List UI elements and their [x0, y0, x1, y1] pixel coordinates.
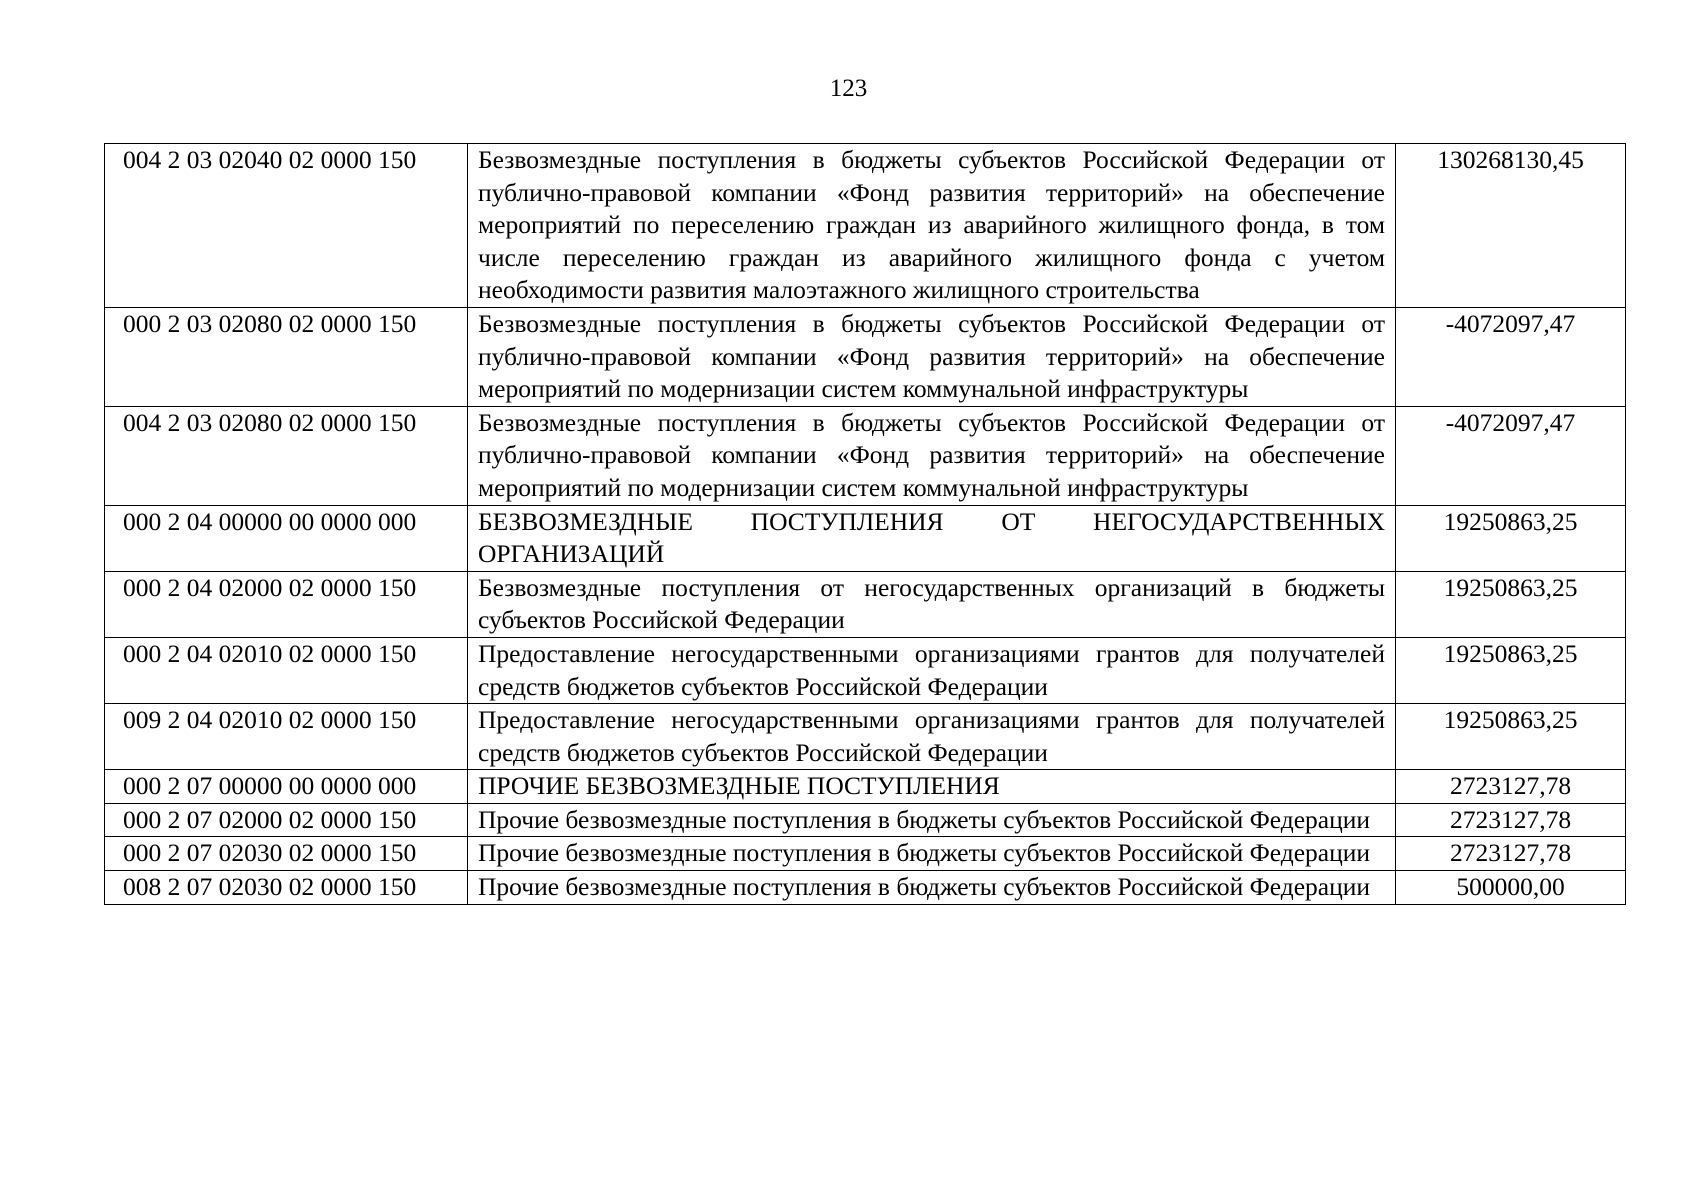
- classification-code: 004 2 03 02040 02 0000 150: [105, 144, 468, 308]
- table-row: [105, 637, 1626, 703]
- table-row: [105, 770, 1626, 804]
- table-row: [105, 406, 1626, 505]
- page-number: 123: [829, 75, 868, 102]
- amount: 130268130,45: [1396, 144, 1626, 308]
- classification-code: 000 2 03 02080 02 0000 150: [105, 307, 468, 406]
- amount: 2723127,78: [1396, 770, 1626, 804]
- revenue-description: Прочие безвозмездные поступления в бюджеты субъектов Российской Федерации: [468, 871, 1396, 905]
- classification-code: 000 2 07 02030 02 0000 150: [105, 837, 468, 871]
- table-row: [105, 571, 1626, 637]
- classification-code: 000 2 07 02000 02 0000 150: [105, 803, 468, 837]
- table-row: [105, 803, 1626, 837]
- amount: 2723127,78: [1396, 803, 1626, 837]
- classification-code: 000 2 04 00000 00 0000 000: [105, 505, 468, 571]
- classification-code: 009 2 04 02010 02 0000 150: [105, 704, 468, 770]
- amount: 2723127,78: [1396, 837, 1626, 871]
- table-row: [105, 837, 1626, 871]
- classification-code: 000 2 04 02000 02 0000 150: [105, 571, 468, 637]
- amount: 19250863,25: [1396, 505, 1626, 571]
- amount: 19250863,25: [1396, 704, 1626, 770]
- amount: 19250863,25: [1396, 637, 1626, 703]
- table-row: [105, 505, 1626, 571]
- budget-revenue-table: [104, 143, 1626, 905]
- table-row: [105, 307, 1626, 406]
- revenue-description: Прочие безвозмездные поступления в бюджеты субъектов Российской Федерации: [468, 837, 1396, 871]
- revenue-description: Безвозмездные поступления в бюджеты субъектов Российской Федерации от публично-правовой компании «Фонд развития территорий» на обеспечение мероприятий по модернизации систем коммунальной инфраструктуры: [468, 406, 1396, 505]
- classification-code: 000 2 04 02010 02 0000 150: [105, 637, 468, 703]
- amount: -4072097,47: [1396, 406, 1626, 505]
- revenue-description: Предоставление негосударственными организациями грантов для получателей средств бюджетов субъектов Российской Федерации: [468, 637, 1396, 703]
- amount: 19250863,25: [1396, 571, 1626, 637]
- amount: 500000,00: [1396, 871, 1626, 905]
- table-row: [105, 144, 1626, 308]
- revenue-description: Предоставление негосударственными организациями грантов для получателей средств бюджетов субъектов Российской Федерации: [468, 704, 1396, 770]
- table-row: [105, 871, 1626, 905]
- classification-code: 004 2 03 02080 02 0000 150: [105, 406, 468, 505]
- revenue-description: ПРОЧИЕ БЕЗВОЗМЕЗДНЫЕ ПОСТУПЛЕНИЯ: [468, 770, 1396, 804]
- table-row: [105, 704, 1626, 770]
- revenue-description: Безвозмездные поступления в бюджеты субъектов Российской Федерации от публично-правовой компании «Фонд развития территорий» на обеспечение мероприятий по переселению граждан из аварийного жилищного фонда, в том числе переселению граждан из аварийного жилищного фонда с учетом необходимости развития малоэтажного жилищного строительства: [468, 144, 1396, 308]
- amount: -4072097,47: [1396, 307, 1626, 406]
- revenue-description: Прочие безвозмездные поступления в бюджеты субъектов Российской Федерации: [468, 803, 1396, 837]
- revenue-description: БЕЗВОЗМЕЗДНЫЕ ПОСТУПЛЕНИЯ ОТ НЕГОСУДАРСТВЕННЫХ ОРГАНИЗАЦИЙ: [468, 505, 1396, 571]
- revenue-description: Безвозмездные поступления от негосударственных организаций в бюджеты субъектов Российской Федерации: [468, 571, 1396, 637]
- classification-code: 000 2 07 00000 00 0000 000: [105, 770, 468, 804]
- revenue-description: Безвозмездные поступления в бюджеты субъектов Российской Федерации от публично-правовой компании «Фонд развития территорий» на обеспечение мероприятий по модернизации систем коммунальной инфраструктуры: [468, 307, 1396, 406]
- classification-code: 008 2 07 02030 02 0000 150: [105, 871, 468, 905]
